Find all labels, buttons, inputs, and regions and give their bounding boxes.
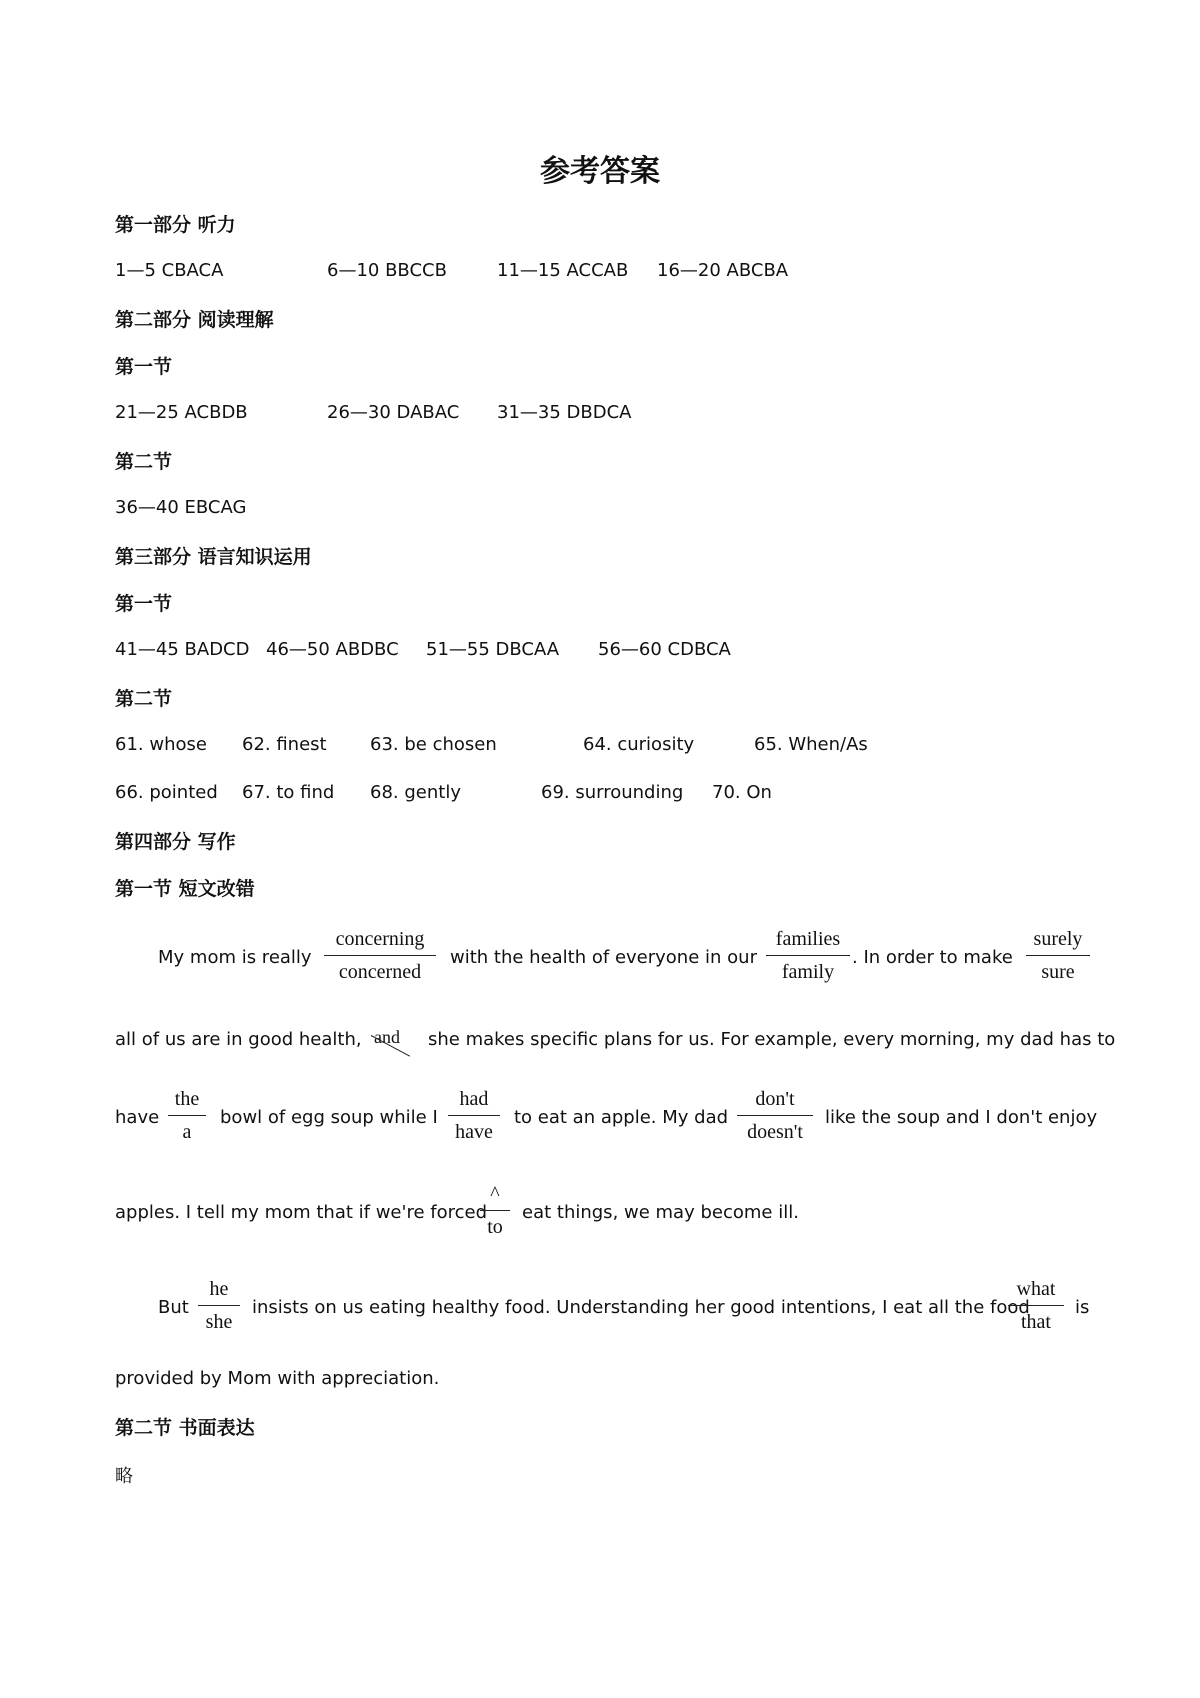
correction [737,1085,813,1146]
correction [198,1275,240,1336]
wrong-word: the [174,1088,200,1110]
part2-heading: 第二部分 阅读理解 [115,309,274,331]
inserted-word: to [487,1216,503,1238]
answer-item: 61. whose [115,734,207,755]
section-heading: 第一节 [115,356,173,378]
answer-item: 67. to find [242,782,335,803]
corrected-word: sure [1041,961,1075,983]
answer-group: 31—35 DBDCA [497,402,632,423]
section-heading: 第一节 [115,593,173,615]
answer-group: 51—55 DBCAA [426,639,560,660]
passage-text: provided by Mom with appreciation. [115,1368,440,1389]
answer-item: 68. gently [370,782,461,803]
corrected-word: doesn't [747,1121,803,1143]
passage-text: apples. I tell my mom that if we're forced [115,1202,488,1223]
correction-line [324,955,436,956]
wrong-word: had [459,1088,489,1110]
correction-line [766,955,850,956]
correction-line [1008,1305,1064,1306]
wrong-word: he [209,1278,229,1300]
answer-group: 26—30 DABAC [327,402,460,423]
passage-text: But [158,1297,189,1318]
part1-heading: 第一部分 听力 [115,214,236,236]
passage-text: is [1075,1297,1090,1318]
answer-item: 64. curiosity [583,734,695,755]
passage-text: she makes specific plans for us. For example, every morning, my dad has to [428,1029,1116,1050]
correction [168,1085,206,1146]
part3-heading: 第三部分 语言知识运用 [115,546,312,568]
correction [1026,925,1090,986]
answer-group: 1—5 CBACA [115,260,224,281]
correction [448,1085,500,1146]
passage-text: bowl of egg soup while I [220,1107,438,1128]
corrected-word: family [781,961,835,983]
section-heading: 第二节 [115,451,173,473]
corrected-word: have [455,1121,493,1143]
answer-item: 69. surrounding [541,782,684,803]
wrong-word: families [775,928,841,950]
section-content: 略 [115,1466,133,1487]
corrected-word: she [205,1311,233,1333]
answer-item: 70. On [712,782,772,803]
passage-text: have [115,1107,160,1128]
wrong-word: surely [1033,928,1083,950]
answer-group: 11—15 ACCAB [497,260,629,281]
answer-group: 21—25 ACBDB [115,402,248,423]
correction [1008,1275,1064,1336]
correction-line [448,1115,500,1116]
answer-item: 62. finest [242,734,327,755]
correction-line [480,1210,510,1211]
answer-group: 36—40 EBCAG [115,497,247,518]
passage-text: with the health of everyone in our [450,947,757,968]
correction-line [737,1115,813,1116]
answer-item: 63. be chosen [370,734,497,755]
answer-group: 41—45 BADCD [115,639,250,660]
insertion-mark: ^ [490,1183,500,1205]
part4-heading: 第四部分 写作 [115,831,236,853]
correction [766,925,850,986]
wrong-word: don't [755,1088,795,1110]
corrected-word: concerned [338,961,422,983]
answer-group: 6—10 BBCCB [327,260,447,281]
passage-text: to eat an apple. My dad [514,1107,729,1128]
correction-line [198,1305,240,1306]
passage-text: My mom is really [158,947,312,968]
correction [480,1180,510,1241]
answer-group: 56—60 CDBCA [598,639,731,660]
corrected-word: that [1021,1311,1051,1333]
passage-text: insists on us eating healthy food. Understanding her good intentions, I eat all the food [252,1297,1030,1318]
deleted-word-text: and [374,1027,400,1047]
passage-text: . In order to make [852,947,1013,968]
correction-line [168,1115,206,1116]
deleted-word [374,1027,400,1048]
correction [324,925,436,986]
answer-item: 66. pointed [115,782,218,803]
wrong-word: concerning [335,928,425,950]
corrected-word: a [182,1121,192,1143]
answer-group: 46—50 ABDBC [266,639,399,660]
correction-line [1026,955,1090,956]
answer-item: 65. When/As [754,734,868,755]
wrong-word: what [1016,1278,1056,1300]
page-title: 参考答案 [540,154,660,189]
passage-text: all of us are in good health, [115,1029,362,1050]
passage-text: eat things, we may become ill. [522,1202,799,1223]
passage-text: like the soup and I don't enjoy [825,1107,1098,1128]
section-heading: 第二节 [115,688,173,710]
answer-group: 16—20 ABCBA [657,260,789,281]
section-heading: 第一节 短文改错 [115,878,255,900]
section-heading: 第二节 书面表达 [115,1417,255,1439]
